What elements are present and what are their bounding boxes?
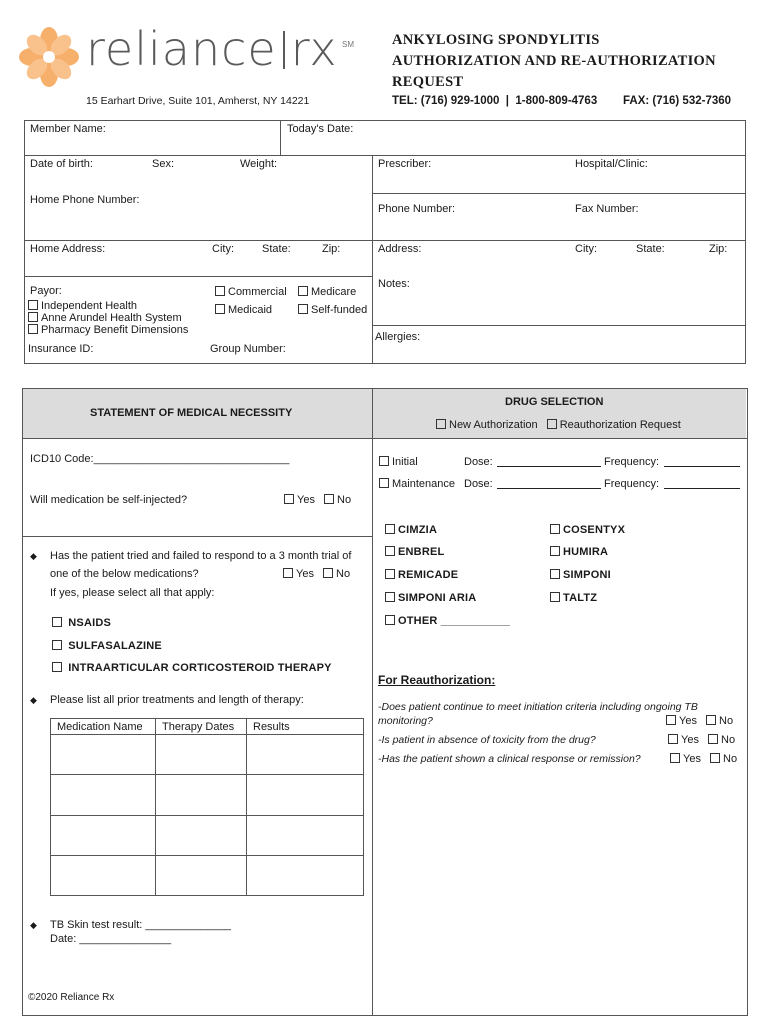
- option-label: Medicare: [311, 286, 357, 298]
- checkbox[interactable]: [298, 286, 308, 296]
- checkbox[interactable]: [550, 524, 560, 534]
- option-label: SIMPONI ARIA: [398, 592, 477, 604]
- divider: [24, 240, 746, 241]
- drug-option-enbrel[interactable]: [385, 546, 444, 558]
- patient-zip-field[interactable]: Zip:: [322, 243, 341, 255]
- option-label: Reauthorization Request: [559, 419, 681, 431]
- yes-option[interactable]: [284, 494, 321, 506]
- option-label: Pharmacy Benefit Dimensions: [41, 324, 189, 336]
- bullet-icon: ◆: [30, 551, 37, 561]
- tried-failed-question-line2: one of the below medications?: [50, 568, 199, 580]
- form-title-line3: REQUEST: [392, 74, 464, 90]
- prior-sulfasalazine-option[interactable]: [52, 640, 162, 652]
- checkbox[interactable]: [550, 546, 560, 556]
- drug-option-cosentyx[interactable]: [550, 524, 625, 536]
- option-label: HUMIRA: [563, 546, 609, 558]
- tried-failed-question-line1: Has the patient tried and failed to respond to a 3 month trial of: [50, 550, 352, 562]
- drug-option-cimzia[interactable]: [385, 524, 437, 536]
- checkbox[interactable]: [706, 715, 716, 725]
- option-label: No: [721, 734, 736, 746]
- self-injected-question: Will medication be self-injected?: [30, 494, 188, 506]
- checkbox[interactable]: [668, 734, 678, 744]
- checkbox[interactable]: [215, 286, 225, 296]
- prior-treatments-table: [50, 718, 364, 896]
- prescriber-state-field[interactable]: State:: [636, 243, 665, 255]
- tb-skin-test-field[interactable]: TB Skin test result: ______________: [50, 919, 232, 931]
- home-address-field[interactable]: Home Address:: [30, 243, 106, 255]
- option-label: SULFASALAZINE: [68, 640, 162, 652]
- option-label: COSENTYX: [563, 524, 626, 536]
- maintenance-frequency-label: Frequency:: [604, 478, 660, 490]
- insurance-id-field[interactable]: Insurance ID:: [28, 343, 94, 355]
- form-title-line2: AUTHORIZATION AND RE-AUTHORIZATION: [392, 53, 716, 69]
- group-number-field[interactable]: Group Number:: [210, 343, 286, 355]
- no-option[interactable]: [710, 753, 737, 765]
- checkbox[interactable]: [215, 304, 225, 314]
- prescriber-phone-field[interactable]: Phone Number:: [378, 203, 456, 215]
- maintenance-dose-label: Dose:: [464, 478, 493, 490]
- initial-frequency-label: Frequency:: [604, 456, 660, 468]
- checkbox[interactable]: [284, 494, 294, 504]
- payor-option-independent-health[interactable]: [28, 300, 137, 312]
- divider: [246, 718, 247, 895]
- option-label: Yes: [296, 568, 314, 580]
- company-address: 15 Earhart Drive, Suite 101, Amherst, NY 14221: [86, 95, 310, 107]
- drug-option-other[interactable]: [385, 615, 510, 627]
- new-authorization-option[interactable]: [436, 419, 538, 431]
- checkbox[interactable]: [547, 419, 557, 429]
- hospital-clinic-field[interactable]: Hospital/Clinic:: [575, 158, 648, 170]
- reauth-q3-options: [670, 753, 737, 765]
- checkbox[interactable]: [436, 419, 446, 429]
- option-label: SIMPONI: [563, 569, 611, 581]
- divider: [372, 155, 373, 363]
- reauth-q3: -Has the patient shown a clinical response or remission?: [378, 753, 641, 765]
- divider: [22, 438, 747, 439]
- bullet-icon: ◆: [30, 920, 37, 930]
- prior-corticosteroid-option[interactable]: [52, 662, 332, 674]
- reliance-flower-logo-icon: [18, 26, 80, 88]
- logo-word-rx: rx: [290, 22, 338, 76]
- no-option[interactable]: [323, 568, 350, 580]
- option-label: TALTZ: [563, 592, 598, 604]
- initial-option[interactable]: [379, 456, 418, 468]
- option-label: No: [719, 715, 734, 727]
- checkbox[interactable]: [385, 524, 395, 534]
- reauthorization-option[interactable]: [547, 419, 681, 431]
- option-label: Maintenance: [392, 478, 455, 490]
- divider: [155, 718, 156, 895]
- option-label: No: [337, 494, 352, 506]
- patient-city-field[interactable]: City:: [212, 243, 234, 255]
- checkbox[interactable]: [550, 592, 560, 602]
- tb-date-field[interactable]: Date: _______________: [50, 933, 172, 945]
- option-label: CIMZIA: [398, 524, 438, 536]
- no-option[interactable]: [324, 494, 351, 506]
- maintenance-dose-input[interactable]: [497, 478, 601, 489]
- icd10-field[interactable]: ICD10 Code:________________________________: [30, 453, 290, 465]
- option-label: NSAIDS: [68, 617, 112, 629]
- select-all-instruction: If yes, please select all that apply:: [50, 587, 215, 599]
- option-label: Yes: [681, 734, 699, 746]
- initial-dose-input[interactable]: [497, 456, 601, 467]
- payor-label: Payor:: [30, 285, 62, 297]
- reauth-q1-line1: -Does patient continue to meet initiation criteria including ongoing TB: [378, 701, 698, 713]
- drug-option-remicade[interactable]: [385, 569, 458, 581]
- option-label: No: [336, 568, 351, 580]
- prior-nsaids-option[interactable]: [52, 617, 111, 629]
- fax-number: FAX: (716) 532-7360: [623, 95, 732, 107]
- payor-medicare[interactable]: [298, 286, 356, 298]
- prescriber-fax-field[interactable]: Fax Number:: [575, 203, 639, 215]
- payor-option-anne-arundel[interactable]: [28, 312, 182, 324]
- service-mark: SM: [342, 40, 354, 49]
- no-option[interactable]: [706, 715, 733, 727]
- checkbox[interactable]: [550, 569, 560, 579]
- checkbox[interactable]: [670, 753, 680, 763]
- checkbox[interactable]: [666, 715, 676, 725]
- checkbox[interactable]: [379, 456, 389, 466]
- patient-state-field[interactable]: State:: [262, 243, 291, 255]
- payor-self-funded[interactable]: [298, 304, 367, 316]
- member-name-field[interactable]: Member Name:: [30, 123, 106, 135]
- checkbox[interactable]: [28, 312, 38, 322]
- checkbox[interactable]: [385, 615, 395, 625]
- option-label: Anne Arundel Health System: [41, 312, 182, 324]
- checkbox[interactable]: [52, 662, 62, 672]
- telephone-numbers: TEL: (716) 929-1000 | 1-800-809-4763: [392, 95, 598, 107]
- prescriber-zip-field[interactable]: Zip:: [709, 243, 728, 255]
- divider: [24, 276, 372, 277]
- logo-divider: [283, 31, 285, 69]
- divider: [50, 855, 363, 856]
- sex-field[interactable]: Sex:: [152, 158, 175, 170]
- prescriber-city-field[interactable]: City:: [575, 243, 597, 255]
- checkbox[interactable]: [710, 753, 720, 763]
- checkbox[interactable]: [28, 324, 38, 334]
- list-prior-instruction: Please list all prior treatments and length of therapy:: [50, 694, 304, 706]
- payor-option-pbd[interactable]: [28, 324, 188, 336]
- payor-medicaid[interactable]: [215, 304, 272, 316]
- initial-dose-label: Dose:: [464, 456, 493, 468]
- brand-logo-text: [86, 22, 338, 76]
- option-label: Commercial: [228, 286, 287, 298]
- checkbox[interactable]: [385, 546, 395, 556]
- option-label: Yes: [679, 715, 697, 727]
- yes-option[interactable]: [668, 734, 705, 746]
- divider: [372, 193, 746, 194]
- allergies-field[interactable]: Allergies:: [375, 331, 421, 343]
- maintenance-frequency-input[interactable]: [664, 478, 740, 489]
- no-option[interactable]: [708, 734, 735, 746]
- checkbox[interactable]: [324, 494, 334, 504]
- form-title: [392, 30, 716, 93]
- copyright: ©2020 Reliance Rx: [28, 992, 115, 1003]
- checkbox[interactable]: [708, 734, 718, 744]
- checkbox[interactable]: [28, 300, 38, 310]
- divider: [280, 120, 281, 155]
- todays-date-field[interactable]: Today's Date:: [287, 123, 354, 135]
- divider: [372, 325, 746, 326]
- maintenance-option[interactable]: [379, 478, 455, 490]
- reauthorization-heading: For Reauthorization:: [378, 673, 496, 687]
- checkbox[interactable]: [385, 592, 395, 602]
- reauth-q1-options: [666, 715, 733, 727]
- divider: [50, 774, 363, 775]
- option-label: Yes: [683, 753, 701, 765]
- necessity-heading: STATEMENT OF MEDICAL NECESSITY: [90, 407, 293, 419]
- drug-selection-heading: DRUG SELECTION: [505, 396, 604, 408]
- notes-field[interactable]: Notes:: [378, 278, 410, 290]
- divider: [22, 536, 373, 537]
- table-header-therapy-dates: Therapy Dates: [162, 721, 235, 733]
- drug-option-simponi[interactable]: [550, 569, 611, 581]
- yes-option[interactable]: [670, 753, 707, 765]
- option-label: Self-funded: [311, 304, 368, 316]
- table-header-results: Results: [253, 721, 290, 733]
- checkbox[interactable]: [52, 617, 62, 627]
- checkbox[interactable]: [323, 568, 333, 578]
- self-injected-options: [284, 494, 351, 506]
- option-label: Yes: [297, 494, 315, 506]
- option-label: No: [723, 753, 738, 765]
- checkbox[interactable]: [283, 568, 293, 578]
- yes-option[interactable]: [666, 715, 703, 727]
- reauth-q1-line2: monitoring?: [378, 715, 433, 727]
- divider: [50, 815, 363, 816]
- payor-commercial[interactable]: [215, 286, 287, 298]
- drug-option-taltz[interactable]: [550, 592, 597, 604]
- table-header-medication: Medication Name: [57, 721, 143, 733]
- reauth-q2: -Is patient in absence of toxicity from the drug?: [378, 734, 596, 746]
- option-label: Medicaid: [228, 304, 273, 316]
- option-label: INTRAARTICULAR CORTICOSTEROID THERAPY: [68, 662, 332, 674]
- divider: [372, 388, 373, 1015]
- prescriber-address-field[interactable]: Address:: [378, 243, 422, 255]
- logo-word-reliance: reliance: [86, 22, 277, 76]
- drug-option-simponi-aria[interactable]: [385, 592, 476, 604]
- checkbox[interactable]: [298, 304, 308, 314]
- option-label: OTHER ___________: [398, 615, 511, 627]
- option-label: REMICADE: [398, 569, 459, 581]
- prescriber-field[interactable]: Prescriber:: [378, 158, 432, 170]
- auth-type-options: [436, 419, 681, 431]
- drug-option-humira[interactable]: [550, 546, 608, 558]
- option-label: ENBREL: [398, 546, 445, 558]
- reauth-q2-options: [668, 734, 735, 746]
- home-phone-field[interactable]: Home Phone Number:: [30, 194, 140, 206]
- divider: [50, 734, 363, 735]
- bullet-icon: ◆: [30, 695, 37, 705]
- checkbox[interactable]: [379, 478, 389, 488]
- form-title-line1: ANKYLOSING SPONDYLITIS: [392, 32, 600, 48]
- divider: [24, 155, 746, 156]
- dob-field[interactable]: Date of birth:: [30, 158, 93, 170]
- initial-frequency-input[interactable]: [664, 456, 740, 467]
- checkbox[interactable]: [52, 640, 62, 650]
- tried-failed-options: [283, 568, 350, 580]
- weight-field[interactable]: Weight:: [240, 158, 278, 170]
- option-label: Independent Health: [41, 300, 138, 312]
- checkbox[interactable]: [385, 569, 395, 579]
- yes-option[interactable]: [283, 568, 320, 580]
- option-label: New Authorization: [449, 419, 538, 431]
- option-label: Initial: [392, 456, 418, 468]
